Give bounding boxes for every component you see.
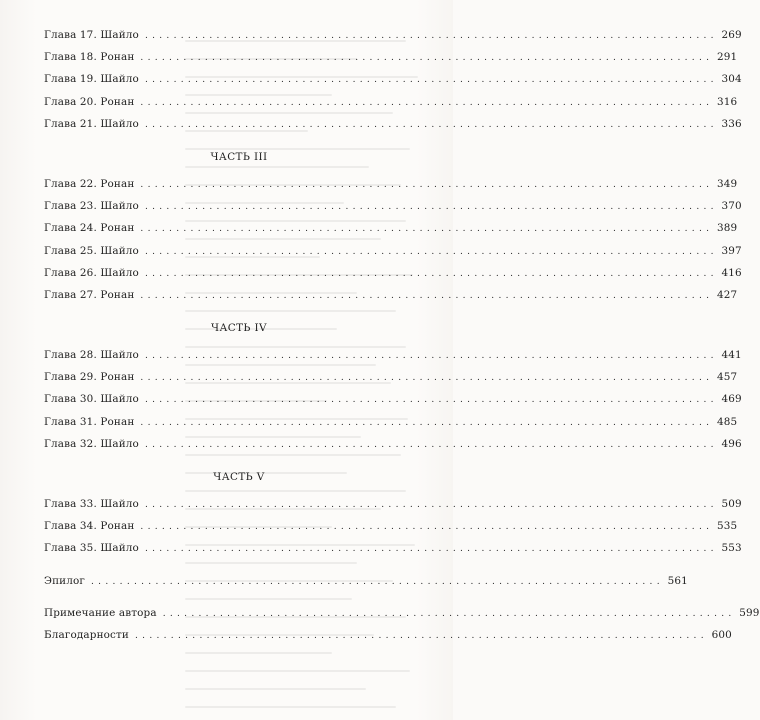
toc-entry-page-number: 469: [721, 393, 742, 406]
toc-entry-title: Эпилог: [44, 574, 86, 587]
toc-entry-page-number: 457: [716, 371, 738, 384]
toc-entry-title: Благодарности: [44, 628, 129, 641]
toc-entry-title: Глава 18. Ронан: [44, 51, 135, 64]
dot-leader: ................................................................................: [162, 608, 736, 619]
dot-leader: ................................................................................: [144, 544, 718, 555]
toc-entry-page-number: 561: [667, 574, 688, 587]
dot-leader: ................................................................................: [140, 522, 714, 533]
toc-entry: [44, 91, 738, 113]
toc-entry-page-number: 427: [716, 288, 738, 301]
toc-entry-title: Глава 29. Ронан: [44, 371, 135, 384]
toc-entry-title: Глава 34. Ронан: [44, 520, 135, 533]
dot-leader: ................................................................................: [144, 119, 718, 130]
dot-leader: ................................................................................: [144, 268, 718, 279]
dot-leader: ................................................................................: [144, 31, 718, 41]
dot-leader: ................................................................................: [144, 351, 718, 362]
dot-leader: ................................................................................: [140, 373, 714, 384]
toc-entry: [44, 46, 738, 68]
toc-entry-title: Глава 20. Ронан: [44, 95, 135, 108]
table-of-contents: [44, 24, 760, 646]
toc-entry-title: Глава 25. Шайло: [44, 244, 139, 257]
toc-entry: [44, 217, 738, 239]
dot-leader: ................................................................................: [140, 290, 714, 301]
dot-leader: ................................................................................: [140, 224, 714, 235]
toc-entry-title: Глава 31. Ронан: [44, 415, 135, 428]
dot-leader: ................................................................................: [144, 246, 718, 257]
toc-entry-page-number: 485: [716, 415, 738, 428]
dot-leader: ................................................................................: [144, 202, 718, 213]
toc-entry-page-number: 291: [716, 51, 738, 64]
toc-entry-title: Глава 28. Шайло: [44, 349, 139, 362]
toc-entry: [44, 624, 732, 646]
dot-leader: ................................................................................: [144, 439, 718, 450]
toc-entry-title: Глава 35. Шайло: [44, 542, 139, 555]
toc-entry: [44, 24, 742, 46]
toc-entry: [44, 602, 760, 624]
toc-entry: [44, 493, 742, 515]
toc-entry-title: Глава 17. Шайло: [44, 29, 139, 41]
toc-entry: [44, 344, 742, 366]
toc-entry: [44, 68, 742, 90]
toc-entry: [44, 433, 742, 455]
toc-entry: [44, 195, 742, 217]
toc-entry-title: Глава 32. Шайло: [44, 437, 139, 450]
toc-entry-title: Глава 33. Шайло: [44, 498, 139, 510]
toc-entry-page-number: 416: [721, 266, 742, 279]
toc-entry-title: Глава 21. Шайло: [44, 117, 139, 130]
toc-entry-title: Глава 27. Ронан: [44, 288, 135, 301]
toc-entry-page-number: 269: [721, 29, 742, 41]
toc-entry: [44, 388, 742, 410]
toc-entry: [44, 284, 738, 306]
toc-entry-title: Глава 24. Ронан: [44, 222, 135, 235]
part-heading: ЧАСТЬ V: [213, 471, 265, 483]
toc-entry-page-number: 599: [739, 606, 760, 619]
toc-entry-page-number: 336: [721, 117, 742, 130]
toc-entry-page-number: 535: [716, 520, 738, 533]
dot-leader: ................................................................................: [140, 417, 714, 428]
dot-leader: ................................................................................: [144, 75, 718, 86]
toc-entry-page-number: 304: [721, 73, 742, 86]
dot-leader: ................................................................................: [91, 576, 664, 587]
toc-entry: [44, 113, 742, 135]
toc-entry: [44, 173, 738, 195]
dot-leader: ................................................................................: [144, 395, 718, 406]
toc-entry-title: Глава 26. Шайло: [44, 266, 139, 279]
toc-entry: [44, 515, 738, 537]
toc-entry-title: Глава 22. Ронан: [44, 177, 135, 190]
toc-entry: [44, 411, 738, 433]
toc-entry-page-number: 553: [721, 542, 742, 555]
toc-entry-title: Глава 30. Шайло: [44, 393, 139, 406]
toc-entry-page-number: 509: [721, 498, 742, 510]
toc-entry-page-number: 370: [721, 200, 742, 213]
toc-entry-page-number: 496: [721, 437, 742, 450]
toc-entry: [44, 537, 742, 559]
toc-entry-page-number: 600: [711, 628, 732, 641]
toc-entry-title: Глава 19. Шайло: [44, 73, 139, 86]
part-heading: ЧАСТЬ III: [210, 150, 268, 163]
toc-entry-page-number: 389: [716, 222, 738, 235]
dot-leader: ................................................................................: [135, 630, 708, 641]
toc-entry: [44, 262, 742, 284]
toc-entry-page-number: 441: [721, 349, 742, 362]
toc-entry: [44, 570, 688, 592]
toc-entry-page-number: 397: [721, 244, 742, 257]
toc-entry-page-number: 349: [716, 177, 738, 190]
dot-leader: ................................................................................: [140, 53, 714, 64]
part-heading: ЧАСТЬ IV: [211, 322, 267, 335]
toc-entry: [44, 366, 738, 388]
dot-leader: ................................................................................: [140, 97, 714, 108]
toc-entry-title: Глава 23. Шайло: [44, 200, 139, 213]
toc-entry-title: Примечание автора: [44, 606, 157, 619]
toc-entry-page-number: 316: [716, 95, 738, 108]
toc-entry: [44, 240, 742, 262]
dot-leader: ................................................................................: [140, 179, 714, 190]
dot-leader: ................................................................................: [144, 500, 718, 510]
